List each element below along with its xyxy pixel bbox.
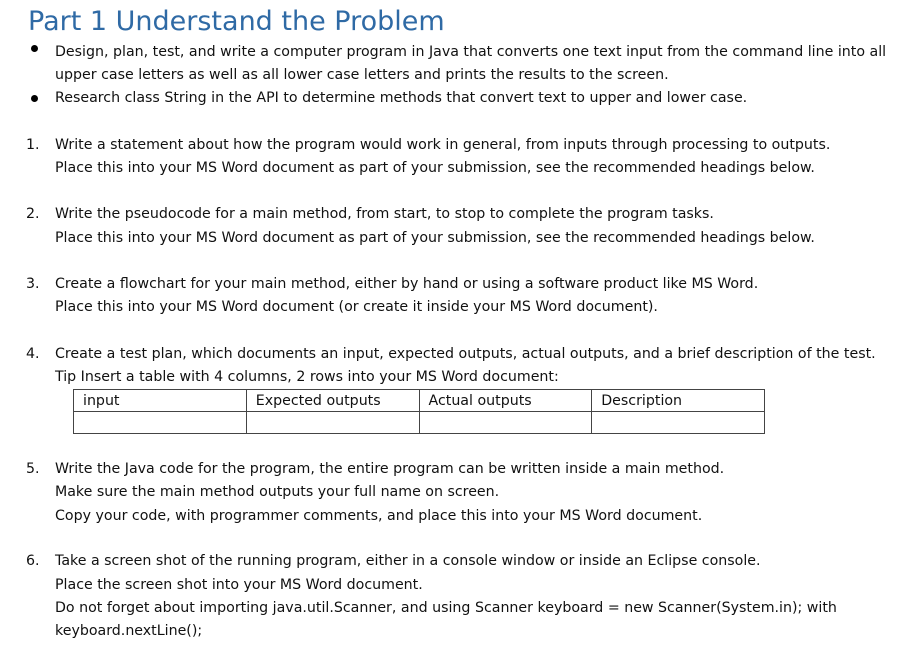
bullet-dot <box>31 95 38 102</box>
step-number: 4. <box>26 346 40 362</box>
table-cell-empty <box>592 412 765 434</box>
step-2-line: Write the pseudocode for a main method, from start, to stop to complete the program tasks. <box>55 206 714 222</box>
step-number: 5. <box>26 461 40 477</box>
step-number: 1. <box>26 137 40 153</box>
step-number: 6. <box>26 553 40 569</box>
step-6-line: Place the screen shot into your MS Word document. <box>55 577 423 593</box>
step-6-line: Take a screen shot of the running program, either in a console window or inside an Eclipse console. <box>55 553 761 569</box>
bullet-dot <box>31 45 38 52</box>
table-row-empty <box>74 412 765 434</box>
bullet-text: Research class String in the API to determine methods that convert text to upper and lower case. <box>55 90 748 106</box>
bullet-text-continued: upper case letters as well as all lower case letters and prints the results to the screen. <box>55 67 669 83</box>
table-cell-empty <box>419 412 592 434</box>
table-cell-actual-outputs: Actual outputs <box>419 390 592 412</box>
table-cell-expected-outputs: Expected outputs <box>246 390 419 412</box>
bullet-text: Design, plan, test, and write a computer program in Java that converts one text input from the command line into all <box>55 44 887 60</box>
step-1-line: Write a statement about how the program would work in general, from inputs through processing to outputs. <box>55 137 831 153</box>
step-1-line: Place this into your MS Word document as part of your submission, see the recommended headings below. <box>55 160 815 176</box>
step-5-line: Make sure the main method outputs your full name on screen. <box>55 484 500 500</box>
table-cell-description: Description <box>592 390 765 412</box>
step-2-line: Place this into your MS Word document as part of your submission, see the recommended headings below. <box>55 230 815 246</box>
step-number: 3. <box>26 276 40 292</box>
step-3-line: Place this into your MS Word document (or create it inside your MS Word document). <box>55 299 658 315</box>
test-plan-table <box>73 389 765 434</box>
step-5-line: Copy your code, with programmer comments, and place this into your MS Word document. <box>55 508 703 524</box>
step-6-line: Do not forget about importing java.util.Scanner, and using Scanner keyboard = new Scanner(System.in); with <box>55 600 837 616</box>
table-cell-input: input <box>74 390 247 412</box>
table-cell-empty <box>74 412 247 434</box>
step-5-line: Write the Java code for the program, the entire program can be written inside a main method. <box>55 461 725 477</box>
page-title: Part 1 Understand the Problem <box>28 6 445 37</box>
step-6-line: keyboard.nextLine(); <box>55 623 203 639</box>
step-number: 2. <box>26 206 40 222</box>
step-4-line: Create a test plan, which documents an input, expected outputs, actual outputs, and a brief description of the test. <box>55 346 876 362</box>
step-3-line: Create a flowchart for your main method, either by hand or using a software product like MS Word. <box>55 276 759 292</box>
table-cell-empty <box>246 412 419 434</box>
step-4-line: Tip Insert a table with 4 columns, 2 rows into your MS Word document: <box>55 369 559 385</box>
table-header-row <box>74 390 765 412</box>
